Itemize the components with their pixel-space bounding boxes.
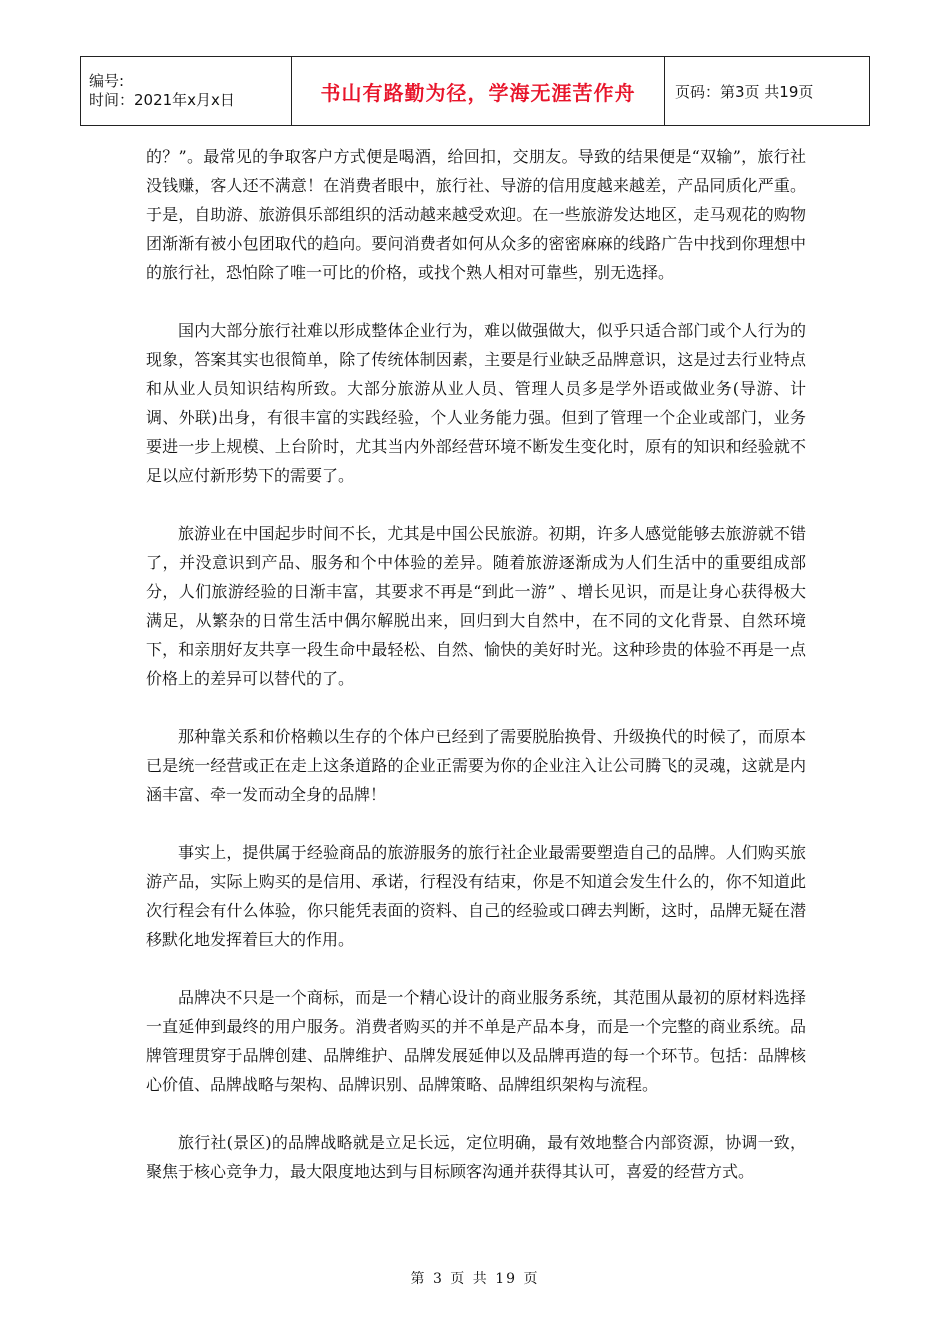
page-footer: 第 3 页 共 19 页 bbox=[410, 1271, 540, 1287]
document-number-label: 编号: bbox=[89, 72, 125, 90]
header-page-info: 页码：第3页 共19页 bbox=[665, 57, 870, 126]
document-header bbox=[80, 56, 870, 126]
document-date-label: 时间：2021年x月x日 bbox=[89, 91, 235, 109]
paragraph: 的？”。最常见的争取客户方式便是喝酒，给回扣，交朋友。导致的结果便是“双输”，旅行社没钱赚，客人还不满意！在消费者眼中，旅行社、导游的信用度越来越差，产品同质化严重。于是，自助游、旅游俱乐部组织的活动越来越受欢迎。在一些旅游发达地区，走马观花的购物团渐渐有被小包团取代的趋向。要问消费者如何从众多的密密麻麻的线路广告中找到你理想中的旅行社，恐怕除了唯一可比的价格，或找个熟人相对可靠些，别无选择。 bbox=[146, 147, 806, 282]
paragraph: 那种靠关系和价格赖以生存的个体户已经到了需要脱胎换骨、升级换代的时候了，而原本已是统一经营或正在走上这条道路的企业正需要为你的企业注入让公司腾飞的灵魂，这就是内涵丰富、牵一发而动全身的品牌！ bbox=[146, 727, 806, 804]
header-motto: 书山有路勤为径，学海无涯苦作舟 bbox=[292, 57, 665, 126]
document-body bbox=[146, 142, 806, 1215]
paragraph: 国内大部分旅行社难以形成整体企业行为，难以做强做大，似乎只适合部门或个人行为的现象，答案其实也很简单，除了传统体制因素，主要是行业缺乏品牌意识，这是过去行业特点和从业人员知识结构所致。大部分旅游从业人员、管理人员多是学外语或做业务(导游、计调、外联)出身，有很丰富的实践经验，个人业务能力强。但到了管理一个企业或部门，业务要进一步上规模、上台阶时，尤其当内外部经营环境不断发生变化时，原有的知识和经验就不足以应付新形势下的需要了。 bbox=[146, 321, 806, 485]
paragraph: 品牌决不只是一个商标，而是一个精心设计的商业服务系统，其范围从最初的原材料选择一直延伸到最终的用户服务。消费者购买的并不单是产品本身，而是一个完整的商业系统。品牌管理贯穿于品牌创建、品牌维护、品牌发展延伸以及品牌再造的每一个环节。包括：品牌核心价值、品牌战略与架构、品牌识别、品牌策略、品牌组织架构与流程。 bbox=[146, 988, 806, 1094]
paragraph: 事实上，提供属于经验商品的旅游服务的旅行社企业最需要塑造自己的品牌。人们购买旅游产品，实际上购买的是信用、承诺，行程没有结束，你是不知道会发生什么的，你不知道此次行程会有什么体验，你只能凭表面的资料、自己的经验或口碑去判断，这时，品牌无疑在潜移默化地发挥着巨大的作用。 bbox=[146, 843, 806, 949]
paragraph: 旅游业在中国起步时间不长，尤其是中国公民旅游。初期，许多人感觉能够去旅游就不错了，并没意识到产品、服务和个中体验的差异。随着旅游逐渐成为人们生活中的重要组成部分，人们旅游经验的日渐丰富，其要求不再是“到此一游” 、增长见识，而是让身心获得极大满足，从繁杂的日常生活中偶尔解脱出来，回归到大自然中，在不同的文化背景、自然环境下，和亲朋好友共享一段生命中最轻松、自然、愉快的美好时光。这种珍贵的体验不再是一点价格上的差异可以替代的了。 bbox=[146, 524, 806, 688]
paragraph: 旅行社(景区)的品牌战略就是立足长远，定位明确，最有效地整合内部资源，协调一致，聚焦于核心竞争力，最大限度地达到与目标顾客沟通并获得其认可，喜爱的经营方式。 bbox=[146, 1133, 806, 1181]
header-meta-cell bbox=[81, 57, 292, 126]
